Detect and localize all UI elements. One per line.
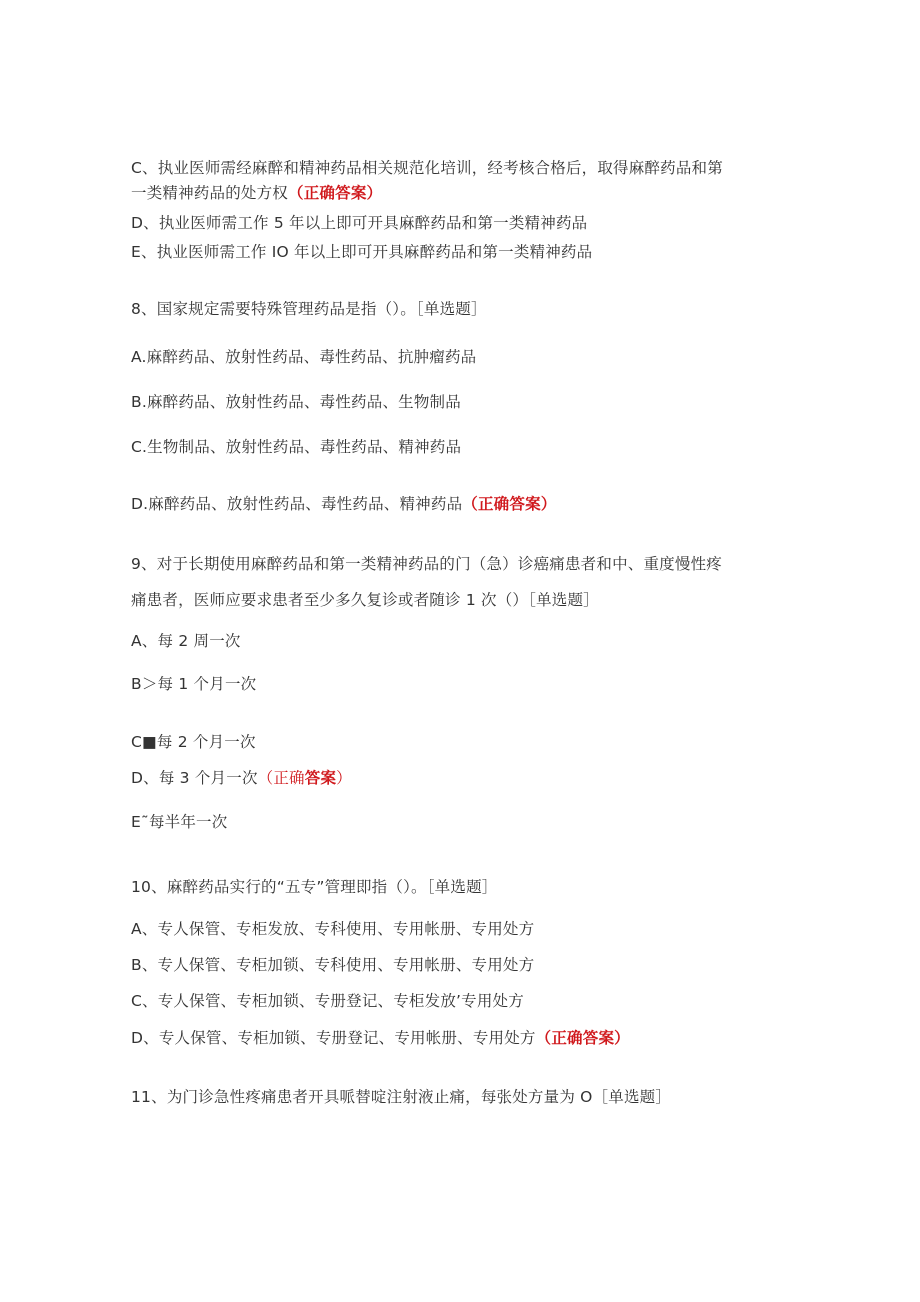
q10-option-a: A、专人保管、专柜发放、专科使用、专用帐册、专用处方 xyxy=(131,920,535,938)
q7-option-e: E、执业医师需工作 IO 年以上即可开具麻醉药品和第一类精神药品 xyxy=(131,243,593,261)
q8-correct-answer-mark: （正确答案） xyxy=(462,495,557,513)
q10-option-d-text: D、专人保管、专柜加锁、专册登记、专用帐册、专用处方 xyxy=(131,1029,536,1047)
q9-correct-answer-mark xyxy=(258,769,352,787)
q9-option-d xyxy=(131,768,791,788)
q10-option-c: C、专人保管、专柜加锁、专册登记、专柜发放’专用处方 xyxy=(131,992,524,1010)
q7-correct-answer-mark: （正确答案） xyxy=(288,184,383,202)
q11-question: 11、为门诊急性疼痛患者开具哌替啶注射液止痛，每张处方量为 O［单选题］ xyxy=(131,1088,672,1106)
q7-option-c-line2 xyxy=(131,183,791,203)
q8-question: 8、国家规定需要特殊管理药品是指（）。［单选题］ xyxy=(131,300,487,318)
q9-answer-suffix: ） xyxy=(336,769,352,787)
q8-option-b: B.麻醉药品、放射性药品、毒性药品、生物制品 xyxy=(131,393,461,411)
q9-option-e: E˜每半年一次 xyxy=(131,813,228,831)
q9-answer-prefix: （正确 xyxy=(257,769,305,787)
q9-option-b: B＞每 1 个月一次 xyxy=(131,675,257,693)
q10-option-b: B、专人保管、专柜加锁、专科使用、专用帐册、专用处方 xyxy=(131,956,535,974)
q9-answer-bold: 答案 xyxy=(304,769,337,787)
q10-option-d xyxy=(131,1028,791,1048)
q10-correct-answer-mark: （正确答案） xyxy=(535,1029,630,1047)
q9-option-c: C■每 2 个月一次 xyxy=(131,733,256,751)
q7-option-d: D、执业医师需工作 5 年以上即可开具麻醉药品和第一类精神药品 xyxy=(131,214,588,232)
q9-option-a: A、每 2 周一次 xyxy=(131,632,241,650)
q9-question-line1: 9、对于长期使用麻醉药品和第一类精神药品的门（急）诊癌痛患者和中、重度慢性疼 xyxy=(131,555,722,573)
q10-question: 10、麻醉药品实行的“五专”管理即指（）。［单选题］ xyxy=(131,878,498,896)
q8-option-c: C.生物制品、放射性药品、毒性药品、精神药品 xyxy=(131,438,462,456)
q7-option-c-line1: C、执业医师需经麻醉和精神药品相关规范化培训，经考核合格后，取得麻醉药品和第 xyxy=(131,159,723,177)
q9-option-d-text: D、每 3 个月一次 xyxy=(131,769,258,787)
q8-option-a: A.麻醉药品、放射性药品、毒性药品、抗肿瘤药品 xyxy=(131,348,477,366)
q8-option-d xyxy=(131,494,791,514)
q7-option-c-text: 一类精神药品的处方权 xyxy=(131,184,289,202)
q8-option-d-text: D.麻醉药品、放射性药品、毒性药品、精神药品 xyxy=(131,495,463,513)
q9-question-line2: 痛患者，医师应要求患者至少多久复诊或者随诊 1 次（）［单选题］ xyxy=(131,591,599,609)
